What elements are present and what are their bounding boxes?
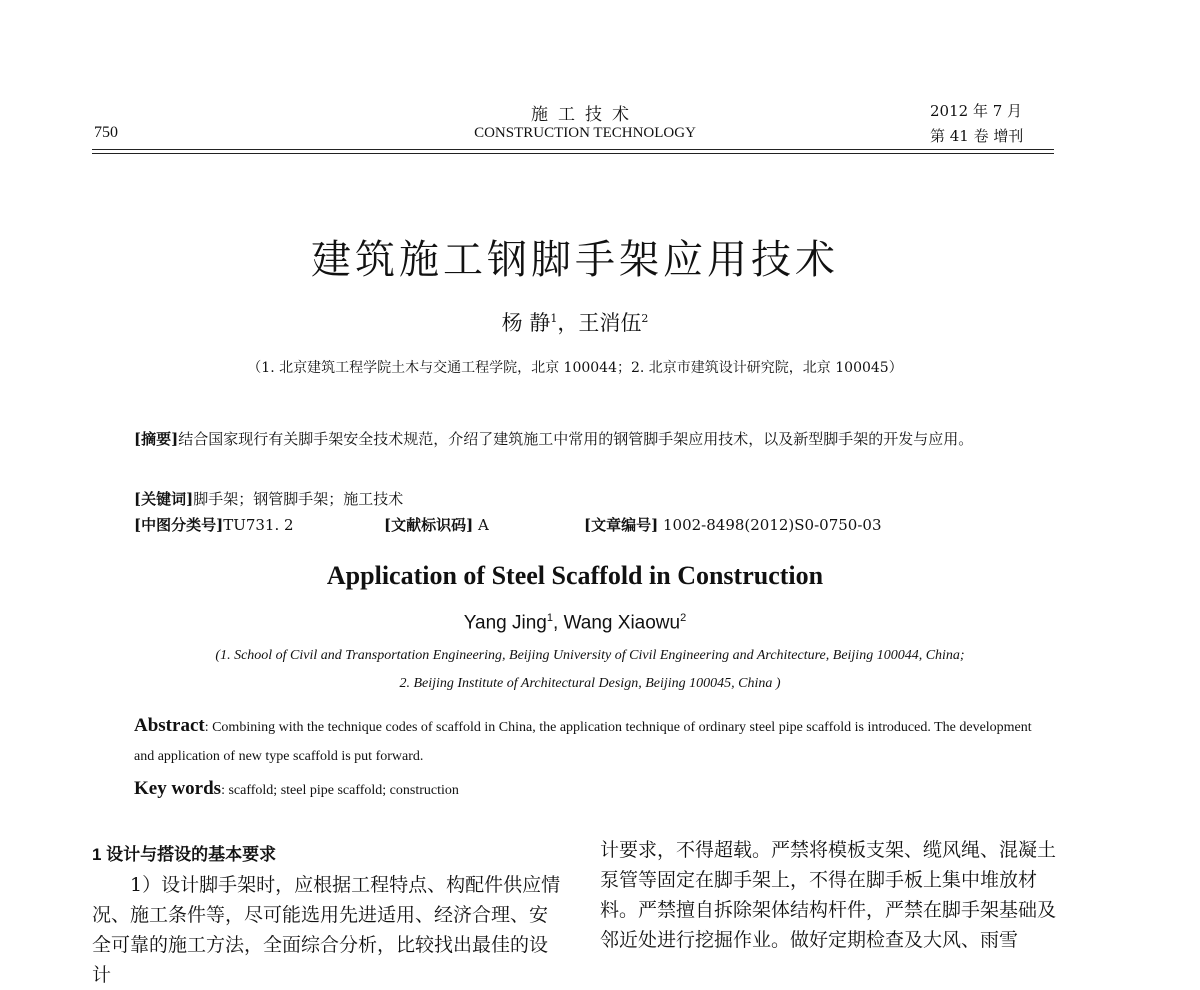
body-paragraph-left: 1）设计脚手架时，应根据工程特点、构配件供应情况、施工条件等，尽可能选用先进适用、经济合理、安全可靠的施工方法，全面综合分析，比较找出最佳的设计 bbox=[92, 874, 561, 986]
keywords-en-text: : scaffold; steel pipe scaffold; construction bbox=[221, 783, 459, 798]
affiliation-en-line-1: (1. School of Civil and Transportation Engineering, Beijing University of Civil Engineering and Architecture, Beijing 100044, China; bbox=[215, 648, 965, 663]
author-1-en-affil-mark: 1 bbox=[546, 612, 553, 624]
affiliation-cn: （1. 北京建筑工程学院土木与交通工程学院，北京 100044；2. 北京市建筑设计研究院，北京 100045） bbox=[247, 360, 903, 376]
abstract-en-text: : Combining with the technique codes of scaffold in China, the application technique of ordinary steel pipe scaffold is introduced. The development and application of new type scaffold is put forward. bbox=[134, 720, 1032, 764]
author-separator: ， bbox=[557, 311, 579, 335]
author-1-en: Yang Jing bbox=[463, 612, 547, 634]
author-en-separator: , bbox=[553, 612, 564, 634]
doc-code-value: A bbox=[477, 516, 489, 534]
abstract-en-tag: Abstract bbox=[134, 715, 205, 736]
author-1-cn: 杨 静 bbox=[501, 311, 551, 335]
page-number: 750 bbox=[94, 124, 118, 141]
header-rule bbox=[92, 149, 1054, 150]
issue-date: 2012 年 7 月 bbox=[930, 102, 1023, 120]
issue-volume: 第 41 卷 增刊 bbox=[930, 127, 1024, 145]
abstract-cn-tag: [摘要] bbox=[134, 430, 179, 448]
header-rule-thin bbox=[92, 153, 1054, 154]
affiliation-en-line-2: 2. Beijing Institute of Architectural Design, Beijing 100045, China ) bbox=[399, 676, 781, 691]
body-paragraph-right: 计要求，不得超载。严禁将模板支架、缆风绳、混凝土泵管等固定在脚手架上，不得在脚手板上集中堆放材料。严禁擅自拆除架体结构杆件，严禁在脚手架基础及邻近处进行挖掘作业。做好定期检查及大风、雨雪 bbox=[600, 839, 1057, 951]
abstract-cn-text: 结合国家现行有关脚手架安全技术规范，介绍了建筑施工中常用的钢管脚手架应用技术，以及新型脚手架的开发与应用。 bbox=[178, 430, 974, 448]
body-column-right bbox=[600, 835, 1060, 955]
author-2-en-affil-mark: 2 bbox=[680, 612, 687, 624]
doc-code-tag: [文献标识码] bbox=[384, 516, 474, 534]
journal-name-cn: 施工技术 bbox=[531, 105, 639, 125]
author-1-affil-mark: 1 bbox=[550, 312, 558, 325]
section-heading: 1 设计与搭设的基本要求 bbox=[92, 845, 277, 864]
paper-title-en: Application of Steel Scaffold in Construction bbox=[326, 561, 824, 590]
classification-tag: [中图分类号] bbox=[134, 516, 224, 534]
journal-name-en: CONSTRUCTION TECHNOLOGY bbox=[474, 125, 696, 141]
classification-value: TU731. 2 bbox=[223, 516, 294, 534]
authors-cn bbox=[0, 307, 1150, 337]
abstract-cn bbox=[134, 424, 1034, 454]
article-no-tag: [文章编号] bbox=[584, 516, 659, 534]
author-2-cn: 王消伍 bbox=[578, 311, 642, 335]
keywords-en-tag: Key words bbox=[134, 778, 222, 799]
author-2-affil-mark: 2 bbox=[641, 312, 649, 325]
keywords-cn-tag: [关键词] bbox=[134, 490, 194, 508]
keywords-cn bbox=[134, 484, 1034, 514]
paper-title-cn: 建筑施工钢脚手架应用技术 bbox=[311, 237, 839, 283]
authors-en bbox=[0, 612, 1150, 634]
article-no-value: 1002-8498(2012)S0-0750-03 bbox=[662, 516, 882, 534]
author-2-en: Wang Xiaowu bbox=[563, 612, 681, 634]
keywords-cn-text: 脚手架；钢管脚手架；施工技术 bbox=[193, 490, 404, 508]
article-number bbox=[584, 514, 1200, 535]
abstract-en bbox=[134, 711, 1034, 771]
keywords-en bbox=[134, 774, 1034, 805]
body-column-left bbox=[92, 840, 562, 990]
